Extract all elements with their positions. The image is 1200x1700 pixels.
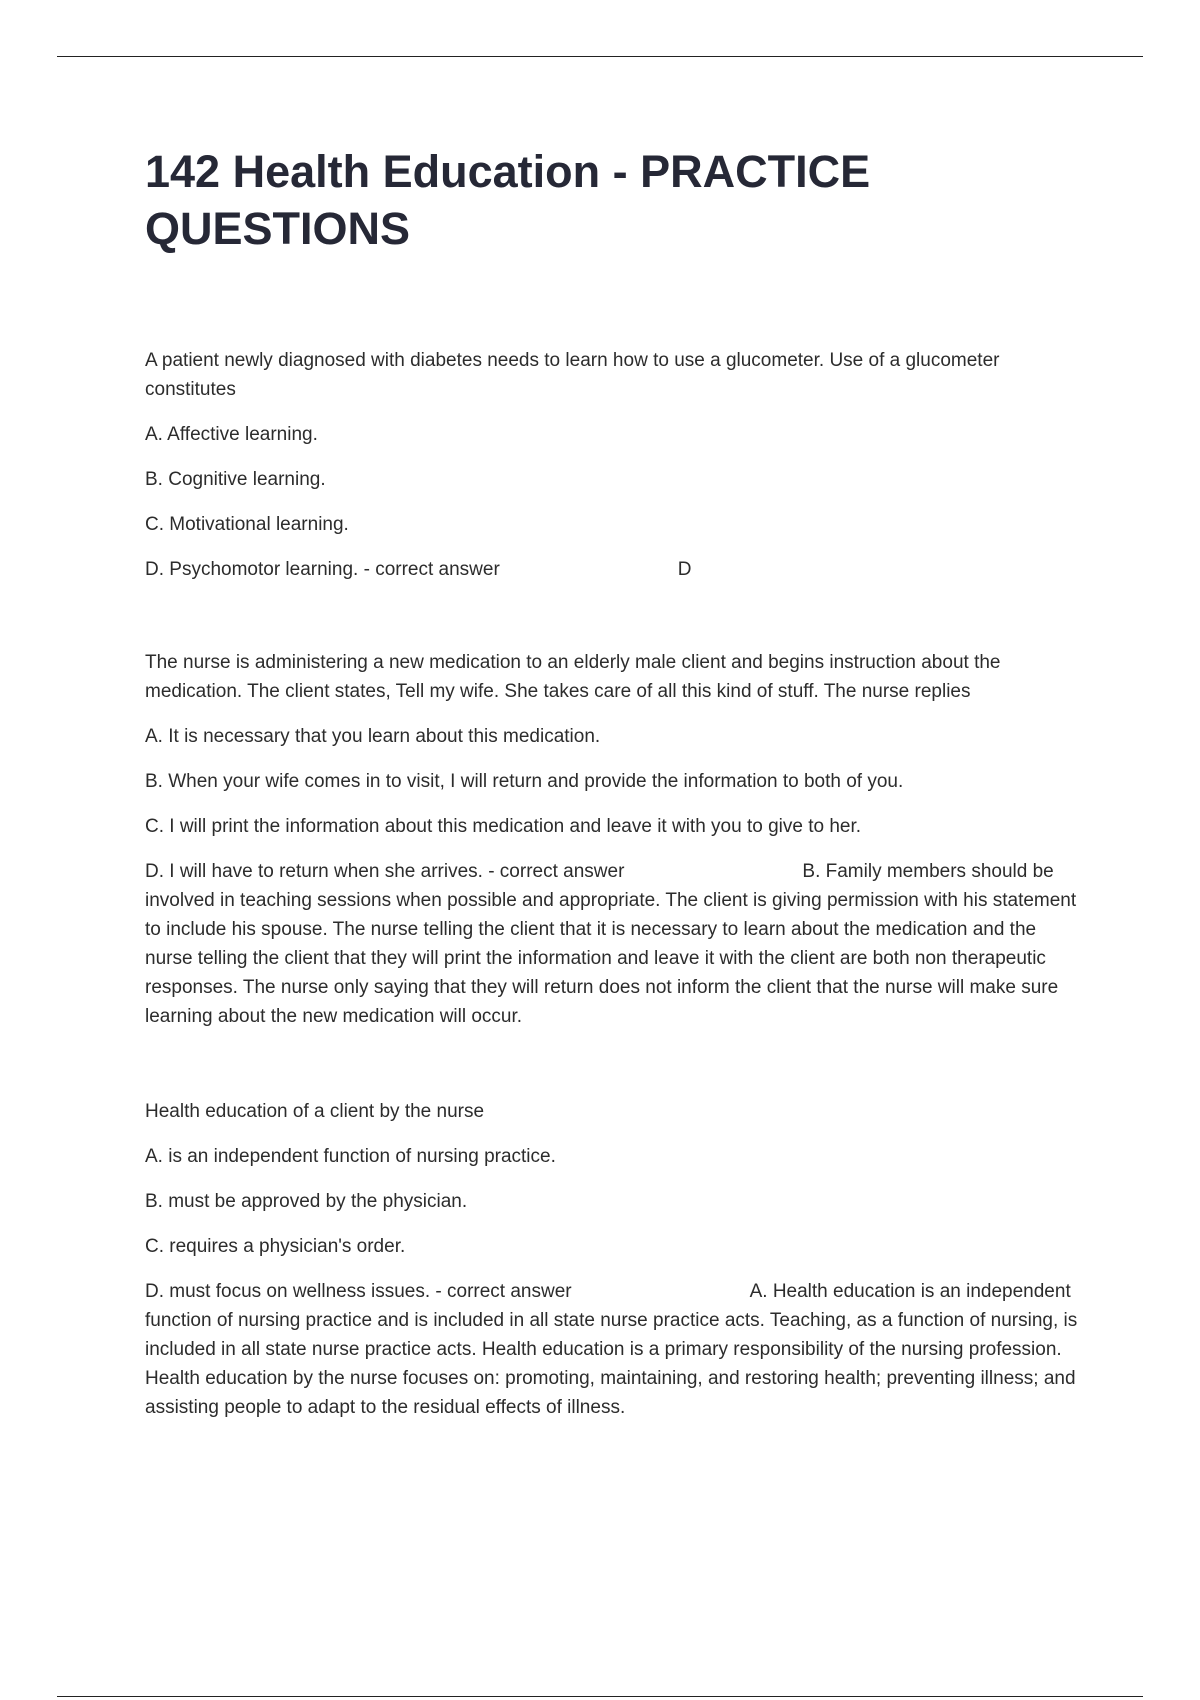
question-2 bbox=[145, 648, 1085, 1031]
answer-option-b: B. Cognitive learning. bbox=[145, 469, 326, 490]
answer-option-b: B. When your wife comes in to visit, I will return and provide the information to both of you. bbox=[145, 771, 904, 792]
final-option-text: D. must focus on wellness issues. - correct answer bbox=[145, 1281, 572, 1302]
document-title: 142 Health Education - PRACTICE QUESTIONS bbox=[145, 146, 871, 254]
correct-answer-explanation: A. Health education is an independent function of nursing practice and is included in all state nurse practice acts. Teaching, as a function of nursing, is included in all state nurse practice acts. Health education is a primary responsibility of the nursing profession. Health education by the nurse focuses on: promoting, maintaining, and restoring health; preventing illness; and assisting people to adapt to the residual effects of illness. bbox=[145, 1281, 1078, 1418]
question-1 bbox=[145, 346, 1085, 584]
answer-option-d bbox=[145, 555, 1085, 584]
question-3 bbox=[145, 1097, 1085, 1422]
correct-answer: D bbox=[677, 559, 692, 580]
answer-option-a: A. It is necessary that you learn about this medication. bbox=[145, 726, 601, 747]
answer-option-a: A. is an independent function of nursing practice. bbox=[145, 1146, 556, 1167]
answer-option-d bbox=[145, 1277, 1085, 1422]
bottom-rule bbox=[57, 1696, 1143, 1697]
question-stem: Health education of a client by the nurse bbox=[145, 1101, 485, 1122]
final-option-text: D. I will have to return when she arrives. - correct answer bbox=[145, 861, 625, 882]
answer-option-c: C. requires a physician's order. bbox=[145, 1236, 406, 1257]
answer-option-b: B. must be approved by the physician. bbox=[145, 1191, 468, 1212]
answer-option-c: C. Motivational learning. bbox=[145, 514, 349, 535]
final-option-text: D. Psychomotor learning. - correct answer bbox=[145, 559, 500, 580]
answer-option-c: C. I will print the information about this medication and leave it with you to give to her. bbox=[145, 816, 862, 837]
top-rule bbox=[57, 56, 1143, 57]
question-stem: The nurse is administering a new medication to an elderly male client and begins instruction about the medication. The client states, Tell my wife. She takes care of all this kind of stuff. The nurse replies bbox=[145, 652, 1001, 702]
answer-option-a: A. Affective learning. bbox=[145, 424, 318, 445]
correct-answer-explanation: B. Family members should be involved in teaching sessions when possible and appropriate. The client is giving permission with his statement to include his spouse. The nurse telling the client that it is necessary to learn about the medication and the nurse telling the client that they will print the information and leave it with the client are both non therapeutic responses. The nurse only saying that they will return does not inform the client that the nurse will make sure learning about the new medication will occur. bbox=[145, 861, 1077, 1027]
answer-option-d bbox=[145, 857, 1085, 1031]
question-stem: A patient newly diagnosed with diabetes needs to learn how to use a glucometer. Use of a glucometer constitutes bbox=[145, 350, 1000, 400]
